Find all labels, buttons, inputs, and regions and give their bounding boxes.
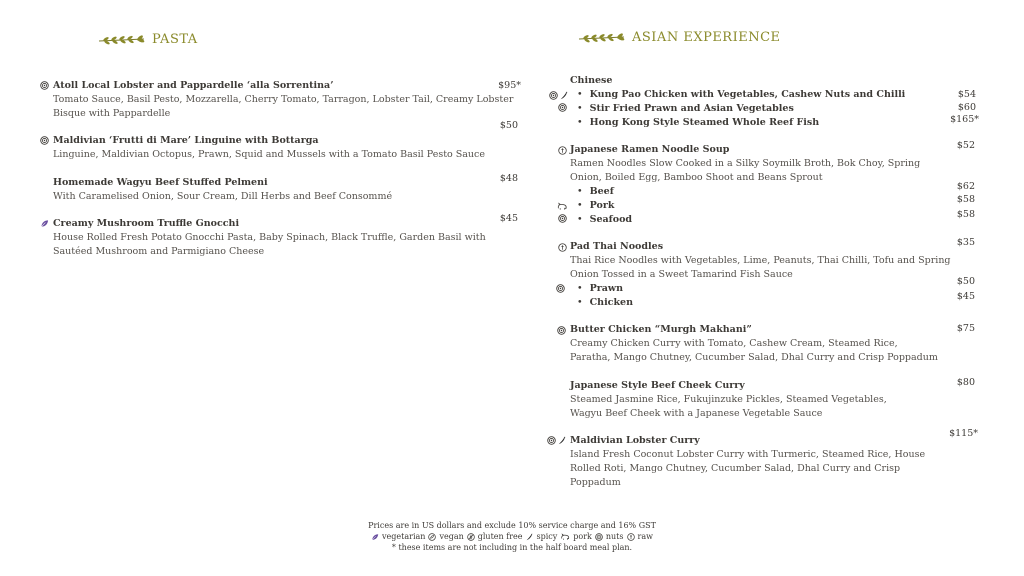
item-price: $58 — [956, 194, 975, 205]
chinese-heading: Chinese — [570, 75, 613, 86]
vegetarian-icon — [40, 219, 49, 228]
option-item: • Seafood — [577, 214, 632, 225]
item-icons — [549, 91, 568, 100]
spicy-icon — [557, 436, 566, 445]
item-price: $50 — [499, 120, 518, 131]
item-desc: Bisque with Pappardelle — [53, 108, 171, 119]
item-name: Butter Chicken “Murgh Makhani” — [570, 324, 752, 335]
item-desc: Onion Tossed in a Sweet Tamarind Fish Sauce — [570, 269, 793, 280]
item-desc: Poppadum — [570, 477, 621, 488]
item-price: $45 — [499, 213, 518, 224]
legend-gluten-free: gluten free — [477, 532, 523, 541]
raw-icon — [558, 243, 567, 252]
item-price: $115* — [949, 428, 978, 439]
item-desc: Island Fresh Coconut Lobster Curry with Turmeric, Steamed Rice, House — [570, 449, 926, 460]
asian-title: ASIAN EXPERIENCE — [632, 30, 781, 45]
item-price: $50 — [956, 276, 975, 287]
item-price: $165* — [950, 114, 979, 125]
pasta-heading — [98, 32, 198, 47]
item-desc: Rolled Roti, Mango Chutney, Cucumber Salad, Dhal Curry and Crisp — [570, 463, 901, 474]
nuts-icon — [556, 284, 565, 293]
item-name: Japanese Ramen Noodle Soup — [570, 144, 730, 155]
nuts-icon — [547, 436, 556, 445]
chinese-item: • Stir Fried Prawn and Asian Vegetables — [577, 103, 794, 114]
item-name: Japanese Style Beef Cheek Curry — [570, 380, 745, 391]
pork-icon — [560, 533, 570, 541]
legend-vegetarian: vegetarian — [382, 532, 426, 541]
item-desc: Linguine, Maldivian Octopus, Prawn, Squid and Mussels with a Tomato Basil Pesto Sauce — [53, 149, 485, 160]
item-desc: Sautéed Mushroom and Parmigiano Cheese — [53, 246, 265, 257]
pasta-title: PASTA — [152, 32, 198, 47]
option-item: • Chicken — [577, 297, 633, 308]
raw-icon — [627, 533, 635, 541]
item-desc: Onion, Boiled Egg, Bamboo Shoot and Beans Sprout — [570, 172, 823, 183]
option-item: • Prawn — [577, 283, 623, 294]
legend-vegan: vegan — [439, 532, 464, 541]
item-price: $35 — [956, 237, 975, 248]
item-name: Maldivian Lobster Curry — [570, 435, 700, 446]
item-desc: Ramen Noodles Slow Cooked in a Silky Soymilk Broth, Bok Choy, Spring — [570, 158, 921, 169]
spicy-icon — [525, 533, 533, 541]
item-price: $95* — [498, 80, 521, 91]
chinese-item: • Kung Pao Chicken with Vegetables, Cashew Nuts and Chilli — [577, 89, 905, 100]
item-desc: Thai Rice Noodles with Vegetables, Lime, Peanuts, Thai Chilli, Tofu and Spring — [570, 255, 951, 266]
item-desc: Paratha, Mango Chutney, Cucumber Salad, Dhal Curry and Crisp Poppadum — [570, 352, 938, 363]
item-desc: Wagyu Beef Cheek with a Japanese Vegetable Sauce — [570, 408, 823, 419]
nuts-icon — [549, 91, 558, 100]
nuts-icon — [40, 81, 49, 90]
chinese-item: • Hong Kong Style Steamed Whole Reef Fish — [577, 117, 819, 128]
item-price: $75 — [956, 323, 975, 334]
legend-raw: raw — [637, 532, 653, 541]
option-item: • Beef — [577, 186, 614, 197]
legend-pork: pork — [573, 532, 592, 541]
item-desc: Tomato Sauce, Basil Pesto, Mozzarella, Cherry Tomato, Tarragon, Lobster Tail, Creamy Lobster — [53, 94, 514, 105]
pork-icon — [556, 202, 568, 211]
item-price: $45 — [956, 291, 975, 302]
olive-sprig-icon — [98, 35, 146, 45]
item-name: Creamy Mushroom Truffle Gnocchi — [53, 218, 240, 229]
item-price: $52 — [956, 140, 975, 151]
menu-footer — [312, 520, 712, 553]
nuts-icon — [558, 103, 567, 112]
vegetarian-icon — [371, 533, 379, 541]
item-price: $62 — [956, 181, 975, 192]
nuts-icon — [557, 326, 566, 335]
legend-nuts: nuts — [605, 532, 624, 541]
item-name: Atoll Local Lobster and Pappardelle ‘alla Sorrentina’ — [53, 80, 334, 91]
item-name: Pad Thai Noodles — [570, 241, 664, 252]
price-note: Prices are in US dollars and exclude 10% service charge and 16% GST — [368, 521, 656, 530]
item-name: Homemade Wagyu Beef Stuffed Pelmeni — [53, 177, 268, 188]
item-price: $54 — [957, 89, 976, 100]
legend-spicy: spicy — [536, 532, 558, 541]
item-name: Maldivian ‘Frutti di Mare’ Linguine with Bottarga — [53, 135, 319, 146]
option-item: • Pork — [577, 200, 614, 211]
item-price: $60 — [957, 102, 976, 113]
item-desc: Steamed Jasmine Rice, Fukujinzuke Pickles, Steamed Vegetables, — [570, 394, 887, 405]
item-desc: Creamy Chicken Curry with Tomato, Cashew Cream, Steamed Rice, — [570, 338, 898, 349]
half-board-note: * these items are not including in the half board meal plan. — [391, 543, 633, 552]
item-price: $80 — [956, 377, 975, 388]
raw-icon — [558, 146, 567, 155]
dietary-legend — [312, 531, 712, 542]
nuts-icon — [558, 214, 567, 223]
gluten-free-icon — [467, 533, 475, 541]
item-price: $58 — [956, 209, 975, 220]
spicy-icon — [559, 91, 568, 100]
item-icons — [547, 436, 566, 445]
item-desc: With Caramelised Onion, Sour Cream, Dill Herbs and Beef Consommé — [53, 191, 393, 202]
vegan-icon — [428, 533, 436, 541]
nuts-icon — [40, 136, 49, 145]
nuts-icon — [595, 533, 603, 541]
asian-heading — [578, 30, 781, 45]
item-price: $48 — [499, 173, 518, 184]
item-desc: House Rolled Fresh Potato Gnocchi Pasta, Baby Spinach, Black Truffle, Garden Basil with — [53, 232, 486, 243]
olive-sprig-icon — [578, 33, 626, 43]
